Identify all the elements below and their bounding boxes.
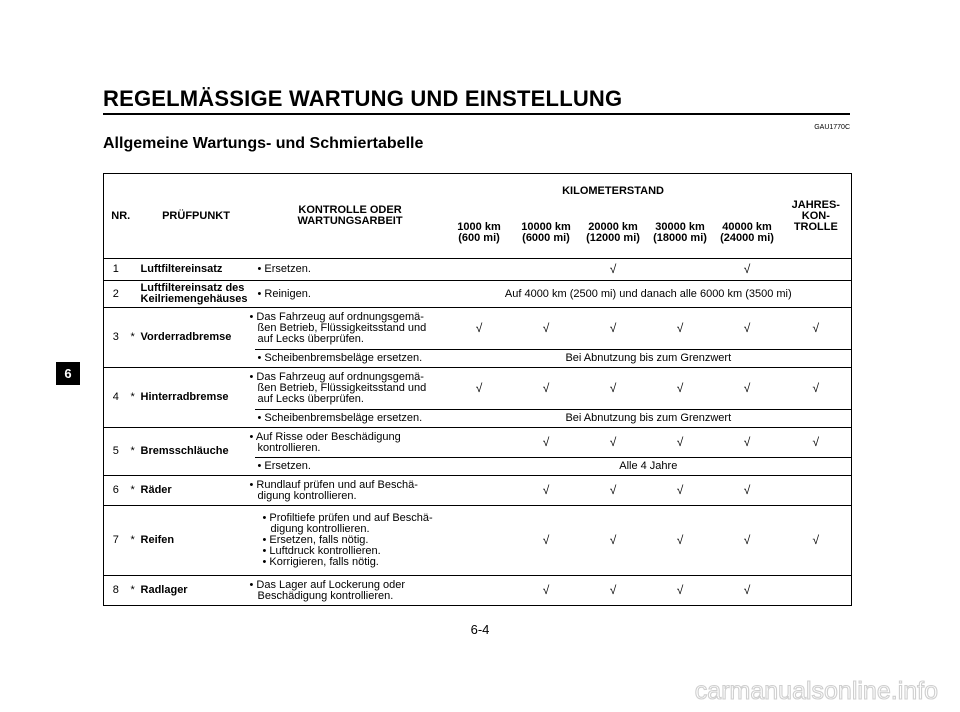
page-title: REGELMÄSSIGE WARTUNG UND EINSTELLUNG	[103, 86, 623, 111]
check-cell: √	[781, 506, 852, 576]
row-number: 1	[104, 259, 128, 281]
check-cell	[513, 259, 580, 281]
table-row	[104, 428, 852, 458]
check-cell: √	[513, 476, 580, 506]
check-cell: √	[542, 435, 550, 449]
check-cell	[781, 259, 852, 281]
check-cell	[781, 576, 852, 606]
check-cell: √	[647, 576, 714, 606]
row-star: *	[128, 428, 138, 476]
row-number: 6	[104, 476, 128, 506]
row-star: *	[128, 308, 138, 368]
check-cell: √	[609, 321, 617, 335]
check-cell: √	[580, 259, 647, 281]
row-action: • Das Fahrzeug auf ordnungsgemä-ßen Betrieb, Flüssigkeitsstand und auf Lecks überprüfen.	[249, 371, 427, 405]
row-action: • Ersetzen.	[255, 259, 446, 281]
action-line: • Ersetzen, falls nötig.	[262, 534, 369, 546]
row-star: *	[128, 368, 138, 428]
check-cell: √	[743, 321, 751, 335]
row-action: • Scheibenbremsbeläge ersetzen.	[255, 350, 446, 368]
row-item: Vorderradbremse	[138, 308, 255, 368]
check-cell: √	[647, 506, 714, 576]
check-cell: √	[676, 381, 684, 395]
header-km-3: 20000 km (12000 mi)	[580, 208, 647, 259]
row-item: Radlager	[138, 576, 255, 606]
row-action: • Auf Risse oder Beschädigung kontrollieren.	[249, 430, 401, 454]
row-action: • Das Fahrzeug auf ordnungsgemä-ßen Betrieb, Flüssigkeitsstand und auf Lecks überprüfen.	[249, 311, 427, 345]
section-subtitle: Allgemeine Wartungs- und Schmiertabelle	[103, 135, 424, 152]
header-action: KONTROLLE ODER WARTUNGSARBEIT	[255, 174, 446, 259]
row-star	[128, 281, 138, 308]
row-number: 5	[104, 428, 128, 476]
check-cell: √	[580, 476, 647, 506]
interval-span: Bei Abnutzung bis zum Grenzwert	[446, 350, 852, 368]
check-cell	[446, 428, 513, 458]
row-star	[128, 259, 138, 281]
table-row	[104, 576, 852, 606]
check-cell: √	[714, 259, 781, 281]
row-number: 3	[104, 308, 128, 368]
check-cell: √	[647, 476, 714, 506]
check-cell	[647, 259, 714, 281]
table-row	[104, 476, 852, 506]
page-number: 6-4	[470, 622, 490, 637]
row-action	[255, 506, 446, 576]
interval-span: Auf 4000 km (2500 mi) und danach alle 6000 km (3500 mi)	[446, 281, 852, 308]
check-cell: √	[580, 576, 647, 606]
check-cell: √	[714, 476, 781, 506]
check-cell: √	[714, 506, 781, 576]
header-annual: JAHRES- KON- TROLLE	[781, 174, 852, 259]
row-item: Luftfiltereinsatz	[138, 259, 255, 281]
check-cell: √	[513, 506, 580, 576]
check-cell: √	[676, 435, 684, 449]
table-row	[104, 506, 852, 576]
check-cell: √	[781, 308, 852, 350]
check-cell: √	[676, 321, 684, 335]
header-nr: NR.	[104, 174, 138, 259]
check-cell: √	[513, 576, 580, 606]
header-km-group: KILOMETERSTAND	[446, 174, 781, 209]
check-cell	[781, 476, 852, 506]
table-row	[104, 259, 852, 281]
row-action: • Rundlauf prüfen und auf Beschä-digung kontrollieren.	[255, 476, 446, 506]
interval-span: Bei Abnutzung bis zum Grenzwert	[446, 410, 852, 428]
check-cell: √	[475, 381, 483, 395]
header-item: PRÜFPUNKT	[138, 174, 255, 259]
table-row	[104, 281, 852, 308]
chapter-tab: 6	[56, 362, 80, 385]
check-cell	[446, 259, 513, 281]
action-line: • Profiltiefe prüfen und auf Beschä-digung kontrollieren.	[262, 512, 433, 535]
header-row	[104, 174, 852, 209]
title-rule	[103, 113, 850, 115]
check-cell: √	[609, 435, 617, 449]
watermark-logo	[610, 672, 940, 706]
row-item: Räder	[138, 476, 255, 506]
check-cell: √	[781, 428, 852, 458]
table-row	[104, 308, 852, 350]
check-cell: √	[475, 321, 483, 335]
check-cell	[446, 476, 513, 506]
header-km-1: 1000 km (600 mi)	[446, 208, 513, 259]
row-item: Bremsschläuche	[138, 428, 255, 476]
row-item: Luftfiltereinsatz des Keilriemengehäuses	[138, 281, 255, 308]
row-item: Reifen	[138, 506, 255, 576]
check-cell: √	[743, 381, 751, 395]
row-action: • Scheibenbremsbeläge ersetzen.	[255, 410, 446, 428]
check-cell	[446, 506, 513, 576]
row-star: *	[128, 576, 138, 606]
check-cell: √	[743, 435, 751, 449]
maintenance-table	[103, 173, 852, 606]
check-cell: √	[580, 506, 647, 576]
svg-text:carmanualsonline.info: carmanualsonline.info	[694, 677, 938, 705]
row-number: 8	[104, 576, 128, 606]
interval-span: Alle 4 Jahre	[446, 458, 852, 476]
check-cell: √	[542, 321, 550, 335]
check-cell: √	[609, 381, 617, 395]
section-code: GAU1770C	[814, 124, 850, 131]
action-line: • Luftdruck kontrollieren.	[262, 545, 381, 557]
row-item: Hinterradbremse	[138, 368, 255, 428]
action-line: • Korrigieren, falls nötig.	[262, 556, 379, 568]
check-cell: √	[781, 368, 852, 410]
row-number: 2	[104, 281, 128, 308]
row-star: *	[128, 506, 138, 576]
row-number: 4	[104, 368, 128, 428]
row-number: 7	[104, 506, 128, 576]
check-cell: √	[542, 381, 550, 395]
table-row	[104, 368, 852, 410]
row-star: *	[128, 476, 138, 506]
row-action: • Das Lager auf Lockerung oder Beschädigung kontrollieren.	[255, 576, 446, 606]
row-action: • Ersetzen.	[255, 458, 446, 476]
header-km-5: 40000 km (24000 mi)	[714, 208, 781, 259]
check-cell	[446, 576, 513, 606]
check-cell: √	[714, 576, 781, 606]
row-action: • Reinigen.	[255, 281, 446, 308]
header-km-2: 10000 km (6000 mi)	[513, 208, 580, 259]
header-km-4: 30000 km (18000 mi)	[647, 208, 714, 259]
